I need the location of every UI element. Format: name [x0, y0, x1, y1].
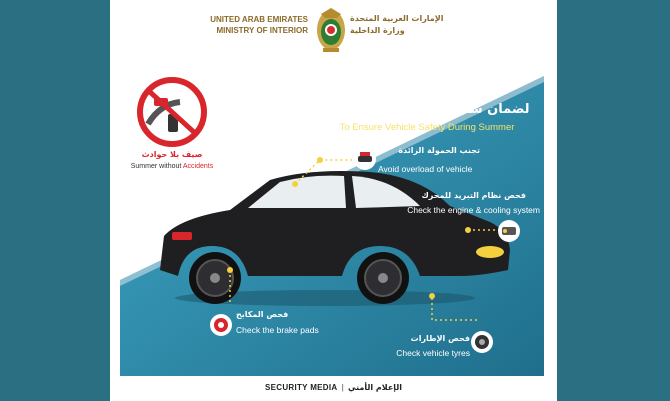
tip-brakes-ar: فحص المكابح [236, 310, 289, 319]
tip-engine-ar: فحص نظام التبريد للمحرك [421, 191, 526, 200]
footer-credit [110, 383, 557, 392]
ministry-name-en: MINISTRY OF INTERIOR [216, 26, 308, 35]
title-en: To Ensure Vehicle Safety During Summer [339, 122, 515, 133]
country-name-ar: الإمارات العربية المتحدة [350, 14, 444, 23]
campaign-slogan-en [126, 163, 218, 170]
country-name-en: UNITED ARAB EMIRATES [210, 15, 308, 24]
tip-tyres-en: Check vehicle tyres [396, 348, 470, 358]
tip-overload-en: Avoid overload of vehicle [378, 164, 473, 174]
campaign-slogan-en-prefix: Summer without [130, 163, 183, 170]
ministry-name-arabic [350, 13, 460, 37]
tip-brakes-en: Check the brake pads [236, 325, 319, 335]
campaign-slogan-en-highlight: Accidents [182, 163, 214, 170]
tyre-icon [471, 331, 493, 353]
footer-ar: الإعلام الأمني [348, 383, 403, 392]
brake-disc-icon [210, 314, 232, 336]
no-phone-sign-icon [140, 80, 204, 144]
engine-icon [498, 220, 520, 242]
tip-overload-ar: تجنب الحمولة الزائدة [398, 146, 480, 155]
tip-engine-en: Check the engine & cooling system [407, 205, 540, 215]
ministry-name-ar: وزارة الداخلية [350, 26, 405, 35]
ministry-name-english [208, 14, 308, 36]
footer-en: SECURITY MEDIA [264, 383, 338, 392]
tip-tyres-ar: فحص الإطارات [410, 334, 470, 343]
uae-emblem-icon [313, 6, 349, 54]
safety-infographic [120, 70, 544, 376]
footer-separator: | [341, 383, 345, 392]
campaign-slogan-ar: صيف بلا حوادث [141, 150, 203, 159]
article-card [110, 0, 557, 401]
title-ar: لضمان سلامة المركبة أثناء الصيف [314, 102, 530, 117]
